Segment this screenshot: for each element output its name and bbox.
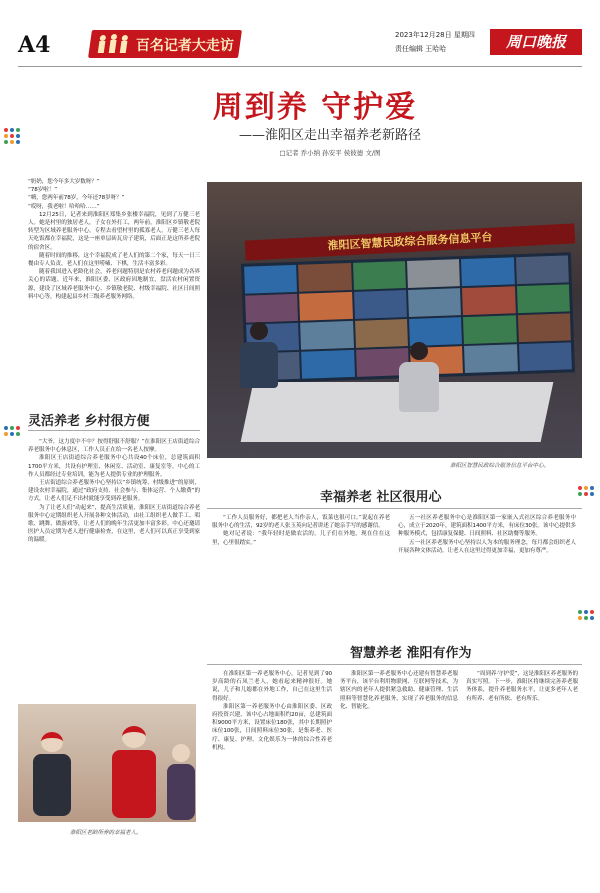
intro-paragraph: “奶奶，您今年多大岁数呀？” — [28, 179, 100, 185]
people-silhouette-icon — [94, 33, 133, 55]
section1-column — [28, 438, 200, 694]
decorative-dots-right-mid — [578, 486, 594, 496]
section3-paragraph: 在淮阳区第一养老服务中心，记者见到了90岁高龄的石凤兰老人，她看起来精神很好。她说，儿子和儿媳都在外地工作，自己在这里生活得很好。 — [212, 671, 332, 702]
page-number: A4 — [18, 32, 51, 58]
section1-paragraph: 淮阳区王店街道综合养老服务中心共设40个床位，总建筑面积1700平方米，共设有护理室、休闲室、活动室、康复室等。中心的工作人员都经过专业培训，能为老人提供专业的护理服务。 — [28, 455, 200, 478]
section1-heading: 灵活养老 乡村很方便 — [28, 414, 150, 429]
section-banner — [88, 30, 242, 58]
paper-logo: 周口晚报 — [490, 29, 582, 55]
section3-column-1 — [212, 670, 332, 870]
section3-column-3 — [466, 670, 578, 870]
header-rule — [18, 66, 582, 67]
decorative-dots-left-mid — [4, 426, 20, 436]
section2-paragraph: 她对记者说：“我年轻时是做农活的，儿子们在外地，现在住在这里，心里很踏实。” — [212, 531, 390, 546]
section-title: 百名记者大走访 — [135, 38, 234, 54]
section2-column-right — [398, 514, 576, 624]
section3-paragraph: “周到养·守护爱”，这是淮阳区养老服务的真实写照。下一步，淮阳区将继续完善养老服务体系，提升养老服务水平，让更多老年人老有所养、老有所依、老有所乐。 — [466, 671, 578, 702]
intro-paragraph: “78岁啦！” — [28, 187, 57, 194]
intro-paragraph: 随着我国进入老龄化社会，养老问题特别是农村养老问题成为各界关心的话题。近年来，淮阳区委、区政府因地制宜，盘活农村闲置资源，建设了区域养老服务中心、乡镇敬老院、村级幸福院、社区日间照料中心等，构建起县乡村三级养老服务网络。 — [28, 269, 200, 300]
section3-paragraph: 淮阳区第一养老服务中心由淮阳区委、区政府投资兴建，该中心占地面积约20亩，总建筑面积9000平方米，设置床位180张，其中长期照护床位100张，日间照料床位30张，是集养老、医疗、康复、护理、文化娱乐为一体的综合性养老机构。 — [212, 703, 332, 751]
operator-right — [397, 342, 441, 422]
section2-heading: 幸福养老 社区很用心 — [320, 490, 442, 505]
elder-figure — [32, 732, 72, 822]
section1-paragraph: “大爷，这力度中不中？按得舒服不舒服？”在淮阳区王店街道综合养老服务中心休息区，工作人员正在给一名老人按摩。 — [28, 439, 200, 454]
section1-paragraph: 为了让老人们“动起来”，提高生活质量，淮阳区王店街道综合养老服务中心定期组织老人开展各种文体活动，由社工组织老人做手工、唱歌、跳舞、做游戏等，让老人们的晚年生活更加丰富多彩。中心还邀请医护人员定期为老人进行健康检查，在这里，老人们可以真正享受到家的温暖。 — [28, 504, 200, 544]
side-photo-elderly — [18, 704, 196, 822]
section3-column-2 — [340, 670, 458, 870]
headline-subtitle: ——淮阳区走出幸福养老新路径 — [238, 128, 421, 143]
section2-paragraph: 五一社区养老服务中心是淮阳区第一家嵌入式社区综合养老服务中心，成立于2020年，建筑面积1400平方米，有床位30张。该中心提供多种服务模式，包括康复保健、日间照料、社区助餐等服务。 — [398, 515, 576, 538]
photo-banner-text: 淮阳区智慧民政综合服务信息平台 — [245, 223, 576, 260]
intro-paragraph: “哎呀，我老啦！哈哈哈……” — [28, 203, 100, 210]
date-line: 2023年12月28日 星期四 — [395, 31, 475, 39]
intro-paragraph: 随着时间的推移，这个幸福院成了老人们的第二个家，每天一日三餐由专人负责，老人们在这里唠嗑、下棋，生活丰富多彩。 — [28, 252, 200, 268]
elder-figure — [166, 744, 196, 822]
elder-figure — [110, 726, 158, 822]
intro-paragraph: 12月25日，记者来到淮阳区郑集乡张楼幸福院，见到了万健三老人。她是村里的独居老人，子女在外打工，两年前，淮阳区乡镇敬老院转型为区域养老服务中心，专程去看望村里的孤寡老人。万健三老人每天吃饭都在幸福院，这是一座单层砖瓦房子建筑，后面正是这所养老院的宿舍区。 — [28, 211, 200, 251]
section3-paragraph: 淮阳区第一养老服务中心还建有智慧养老服务平台，该平台利用物联网、互联网等技术，为辖区内的老年人提供紧急救助、健康管理、生活照料等智慧化养老服务，实现了养老服务的信息化、智能化。 — [340, 671, 458, 710]
section2-rule — [207, 508, 582, 509]
decorative-dots-right-low — [578, 610, 594, 620]
section1-rule — [28, 430, 200, 431]
section1-paragraph: 王店街道综合养老服务中心坚持以“乡镇统筹、村级推进”的原则，建设农村幸福院，通过“政府支持、社会参与、集体运营、个人缴费”的方式，让老人们足不出村就能享受到养老服务。 — [28, 480, 200, 503]
operator-left — [237, 322, 281, 402]
section3-heading: 智慧养老 淮阳有作为 — [350, 646, 472, 661]
section2-column-left — [212, 514, 390, 624]
byline: □记者 乔小纳 孙安平 侯彼德 文/图 — [279, 149, 381, 157]
section2-paragraph: 五一社区养老服务中心坚持以人为本的服务理念，每月都会组织老人开展各种文体活动，让老人在这里过得更加幸福，更加有尊严。 — [398, 539, 576, 554]
section3-rule — [207, 664, 582, 665]
main-photo-control-room — [207, 182, 582, 458]
main-photo-caption: 淮阳区智慧民政综合服务信息平台中心。 — [450, 463, 550, 469]
decorative-dots-left-top — [4, 128, 20, 144]
intro-paragraph: “嗨，您两年前78岁，今年还78岁呀？” — [28, 195, 125, 202]
header-bar — [18, 24, 582, 64]
headline-title: 周到养 守护爱 — [212, 90, 418, 125]
section2-paragraph: “工作人员服务好，都把老人当作亲人，饭菜也很可口。”说起在养老服务中心的生活，92岁的老人张玉英向记者讲述了她亲手写的感谢信。 — [212, 515, 390, 530]
side-photo-caption: 淮阳区老龄所养的幸福老人。 — [70, 830, 142, 836]
intro-column — [28, 178, 200, 400]
editor-line: 责任编辑 王哈哈 — [395, 45, 447, 53]
